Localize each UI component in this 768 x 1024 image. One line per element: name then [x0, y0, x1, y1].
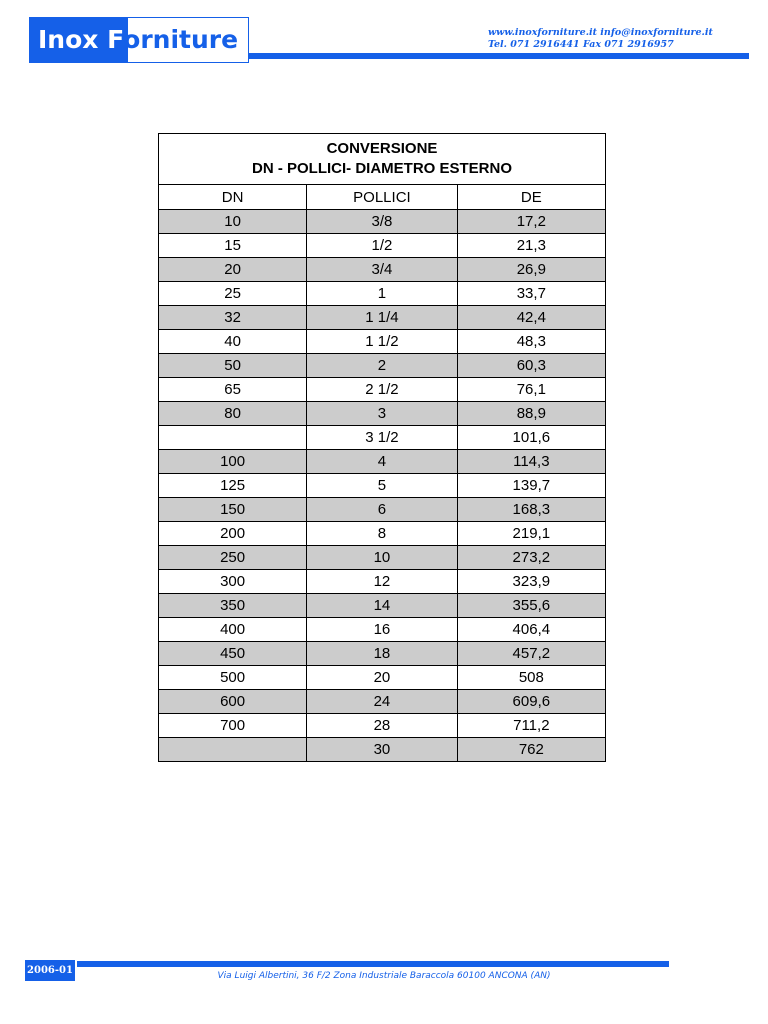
cell-pollici: 10	[307, 546, 457, 570]
table-row	[159, 618, 606, 642]
table-row	[159, 570, 606, 594]
cell-de: 33,7	[457, 282, 605, 306]
logo-text-part2: orniture	[123, 25, 239, 54]
cell-dn: 500	[159, 666, 307, 690]
cell-dn: 150	[159, 498, 307, 522]
table-title-row	[159, 134, 606, 185]
table-title	[159, 134, 606, 185]
table-row	[159, 210, 606, 234]
footer-divider-bar	[77, 961, 669, 967]
table-row	[159, 738, 606, 762]
table-row	[159, 426, 606, 450]
cell-dn	[159, 426, 307, 450]
header-dn: DN	[159, 185, 307, 210]
cell-dn	[159, 738, 307, 762]
cell-dn: 400	[159, 618, 307, 642]
cell-dn: 250	[159, 546, 307, 570]
header-pollici: POLLICI	[307, 185, 457, 210]
cell-dn: 65	[159, 378, 307, 402]
cell-dn: 50	[159, 354, 307, 378]
cell-pollici: 1/2	[307, 234, 457, 258]
cell-pollici: 3	[307, 402, 457, 426]
cell-de: 406,4	[457, 618, 605, 642]
company-logo	[29, 17, 249, 63]
cell-dn: 25	[159, 282, 307, 306]
cell-pollici: 2 1/2	[307, 378, 457, 402]
cell-pollici: 1 1/4	[307, 306, 457, 330]
table-row	[159, 474, 606, 498]
table-row	[159, 330, 606, 354]
cell-pollici: 14	[307, 594, 457, 618]
header-de: DE	[457, 185, 605, 210]
header-divider-bar	[249, 53, 749, 59]
cell-de: 609,6	[457, 690, 605, 714]
table-title-line1: CONVERSIONE	[326, 140, 438, 157]
table-row	[159, 714, 606, 738]
table-row	[159, 594, 606, 618]
cell-pollici: 1	[307, 282, 457, 306]
table-row	[159, 234, 606, 258]
cell-de: 26,9	[457, 258, 605, 282]
cell-pollici: 24	[307, 690, 457, 714]
cell-pollici: 2	[307, 354, 457, 378]
cell-dn: 600	[159, 690, 307, 714]
cell-de: 114,3	[457, 450, 605, 474]
cell-de: 101,6	[457, 426, 605, 450]
cell-dn: 100	[159, 450, 307, 474]
cell-de: 508	[457, 666, 605, 690]
cell-pollici: 8	[307, 522, 457, 546]
cell-dn: 450	[159, 642, 307, 666]
table-row	[159, 642, 606, 666]
cell-de: 88,9	[457, 402, 605, 426]
cell-dn: 20	[159, 258, 307, 282]
cell-de: 355,6	[457, 594, 605, 618]
cell-dn: 40	[159, 330, 307, 354]
cell-pollici: 3/8	[307, 210, 457, 234]
document-date-badge: 2006-01	[25, 960, 75, 981]
cell-dn: 200	[159, 522, 307, 546]
cell-pollici: 16	[307, 618, 457, 642]
table-row	[159, 378, 606, 402]
cell-de: 762	[457, 738, 605, 762]
cell-dn: 80	[159, 402, 307, 426]
cell-de: 139,7	[457, 474, 605, 498]
cell-de: 711,2	[457, 714, 605, 738]
table-row	[159, 522, 606, 546]
contact-phone-fax: Tel. 071 2916441 Fax 071 2916957	[488, 39, 674, 50]
cell-pollici: 18	[307, 642, 457, 666]
cell-pollici: 12	[307, 570, 457, 594]
table-row	[159, 402, 606, 426]
table-row	[159, 498, 606, 522]
table-row	[159, 354, 606, 378]
conversion-table	[158, 133, 606, 762]
cell-de: 323,9	[457, 570, 605, 594]
cell-dn: 125	[159, 474, 307, 498]
cell-dn: 10	[159, 210, 307, 234]
cell-de: 48,3	[457, 330, 605, 354]
table-row	[159, 258, 606, 282]
table-row	[159, 450, 606, 474]
cell-pollici: 1 1/2	[307, 330, 457, 354]
table-row	[159, 546, 606, 570]
cell-de: 219,1	[457, 522, 605, 546]
cell-pollici: 20	[307, 666, 457, 690]
table-row	[159, 666, 606, 690]
cell-pollici: 6	[307, 498, 457, 522]
logo-text-part1: Inox F	[38, 25, 124, 54]
table-title-line2: DN - POLLICI- DIAMETRO ESTERNO	[252, 160, 512, 177]
cell-de: 60,3	[457, 354, 605, 378]
logo-text	[38, 26, 238, 54]
cell-de: 168,3	[457, 498, 605, 522]
company-address: Via Luigi Albertini, 36 F/2 Zona Industriale Baraccola 60100 ANCONA (AN)	[217, 971, 551, 981]
table-row	[159, 306, 606, 330]
cell-dn: 350	[159, 594, 307, 618]
contact-web-email: www.inoxforniture.it info@inoxforniture.it	[488, 27, 713, 38]
cell-pollici: 3 1/2	[307, 426, 457, 450]
cell-pollici: 4	[307, 450, 457, 474]
cell-dn: 15	[159, 234, 307, 258]
cell-pollici: 3/4	[307, 258, 457, 282]
cell-de: 76,1	[457, 378, 605, 402]
cell-pollici: 30	[307, 738, 457, 762]
table-row	[159, 282, 606, 306]
cell-de: 17,2	[457, 210, 605, 234]
cell-de: 273,2	[457, 546, 605, 570]
cell-dn: 700	[159, 714, 307, 738]
cell-pollici: 28	[307, 714, 457, 738]
cell-de: 457,2	[457, 642, 605, 666]
cell-dn: 32	[159, 306, 307, 330]
table-header-row	[159, 185, 606, 210]
cell-dn: 300	[159, 570, 307, 594]
table-row	[159, 690, 606, 714]
cell-pollici: 5	[307, 474, 457, 498]
cell-de: 21,3	[457, 234, 605, 258]
cell-de: 42,4	[457, 306, 605, 330]
contact-info	[488, 27, 713, 51]
